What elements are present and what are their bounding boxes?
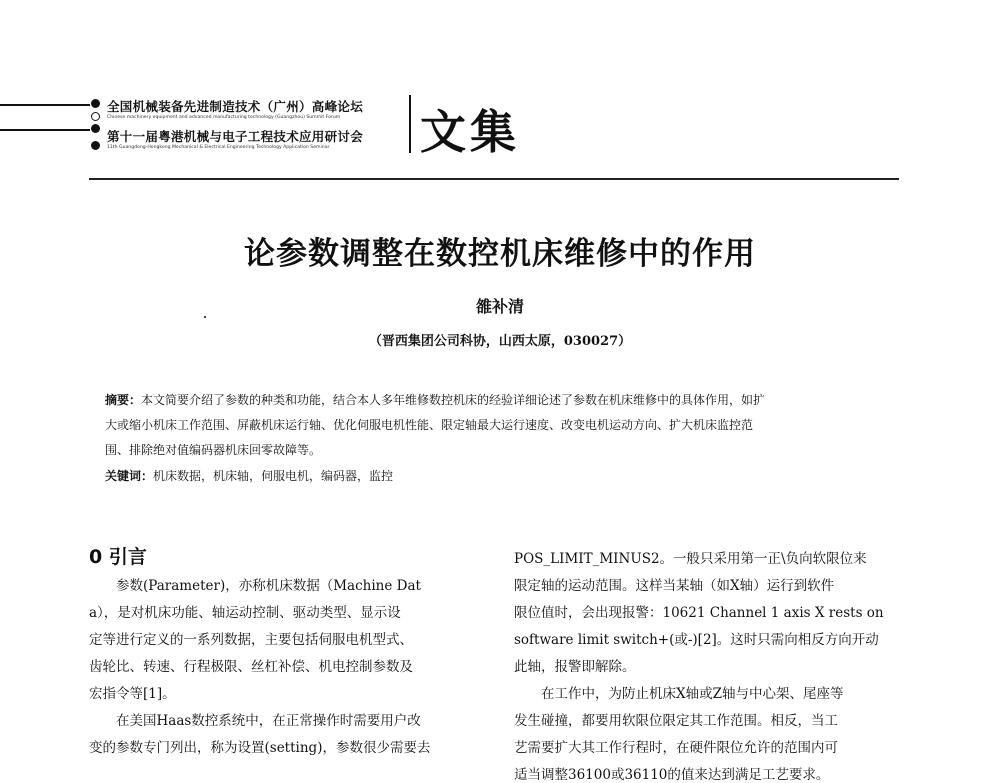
header-divider	[409, 95, 411, 153]
paragraph-line: 宏指令等[1]。	[89, 686, 176, 702]
article-affiliation: （晋西集团公司科协，山西太原，030027）	[368, 334, 632, 349]
keywords-line	[105, 467, 393, 484]
abstract-line: 摘要：本文简要介绍了参数的种类和功能，结合本人多年维修数控机床的经验详细论述了参数在机床维修中的具体作用，如扩	[105, 393, 766, 407]
paragraph-line: 此轴，报警即解除。	[514, 659, 636, 675]
paragraph-line: 限定轴的运动范围。这样当某轴（如X轴）运行到软件	[514, 578, 835, 594]
forum-title-en: Chinese machinery equipment and advanced manufacturing technology (Guangzhou) Summit Forum	[107, 115, 341, 120]
paragraph-line: 齿轮比、转速、行程极限、丝杠补偿、机电控制参数及	[89, 659, 413, 675]
paragraph-line: POS_LIMIT_MINUS2。一般只采用第一正\负向软限位来	[514, 551, 867, 567]
paragraph-line: 参数(Parameter)，亦称机床数据（Machine Dat	[89, 578, 421, 594]
bullet-icon	[91, 99, 100, 108]
paragraph-line: 在美国Haas数控系统中，在正常操作时需要用户改	[89, 713, 421, 729]
keywords-label: 关键词：	[105, 469, 154, 483]
paragraph-line: 限位值时，会出现报警：10621 Channel 1 axis X rests on	[514, 605, 884, 621]
keywords: 机床数据，机床轴，伺服电机，编码器，监控	[153, 469, 394, 483]
paragraph-line: a），是对机床功能、轴运动控制、驱动类型、显示设	[89, 605, 401, 621]
paragraph-line: software limit switch+(或-)[2]。这时只需向相反方向开动	[514, 632, 879, 648]
paragraph-line: 定等进行定义的一系列数据，主要包括伺服电机型式、	[89, 632, 413, 648]
section-heading: 0 引言	[89, 546, 147, 568]
header-rule-1	[0, 104, 90, 106]
article-author: 雒补清	[475, 297, 524, 316]
paragraph-line: 适当调整36100或36110的值来达到满足工艺要求。	[514, 767, 830, 783]
paragraph-line: 艺需要扩大其工作行程时，在硬件限位允许的范围内可	[514, 740, 838, 756]
bullet-icon	[91, 124, 100, 133]
forum-title-cn: 全国机械装备先进制造技术（广州）高峰论坛	[107, 99, 364, 114]
bullet-hollow-icon	[91, 112, 100, 121]
scan-speck	[204, 316, 206, 318]
bullet-icon	[91, 141, 100, 150]
article-title: 论参数调整在数控机床维修中的作用	[244, 236, 756, 272]
abstract-label: 摘要：	[105, 393, 142, 407]
seminar-title-en: 11th Guangdong-Hongkong Mechanical & Electrical Engineering Technology Application Seminar	[107, 145, 330, 150]
header-rule-2	[0, 129, 90, 131]
header-bottom-rule	[89, 178, 899, 180]
paragraph-line: 在工作中，为防止机床X轴或Z轴与中心架、尾座等	[514, 686, 844, 702]
collection-label: 文集	[420, 105, 520, 159]
paragraph-line: 变的参数专门列出，称为设置(setting)，参数很少需要去	[89, 740, 431, 756]
paragraph-line: 发生碰撞，都要用软限位限定其工作范围。相反，当工	[514, 713, 838, 729]
abstract-line: 大或缩小机床工作范围、屏蔽机床运行轴、优化伺服电机性能、限定轴最大运行速度、改变电机运动方向、扩大机床监控范	[105, 418, 754, 432]
seminar-title-cn: 第十一届粤港机械与电子工程技术应用研讨会	[107, 129, 364, 144]
abstract-line: 围、排除绝对值编码器机床回零故障等。	[105, 443, 322, 457]
